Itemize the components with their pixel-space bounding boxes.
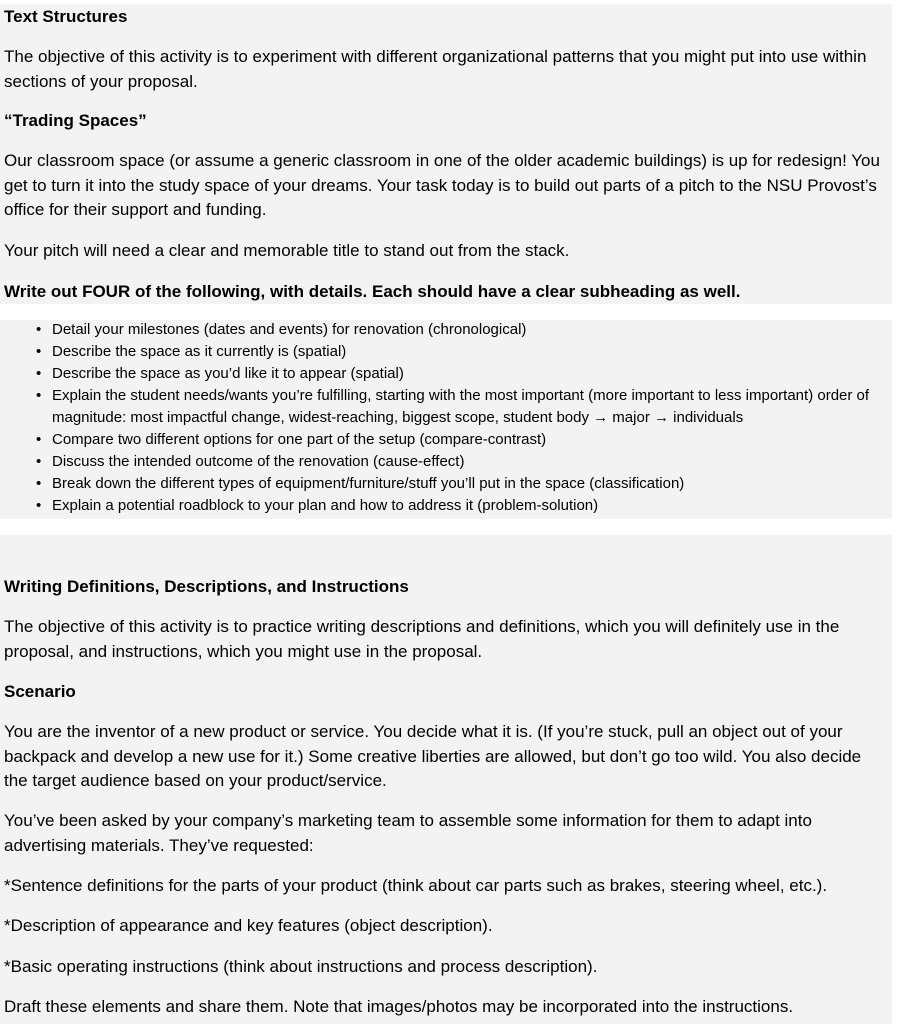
requirement-instructions: *Basic operating instructions (think about instructions and process description). [4, 957, 598, 976]
closing-note: Draft these elements and share them. Note that images/photos may be incorporated into the instructions. [4, 997, 794, 1016]
list-item: • Describe the space as you’d like it to appear (spatial) [52, 363, 887, 385]
list-item: • Discuss the intended outcome of the renovation (cause-effect) [52, 451, 887, 473]
section2-objective: The objective of this activity is to practice writing descriptions and definitions, which you will definitely use in the proposal, and instructions, which you might use in the proposal. [4, 617, 840, 661]
requirement-definitions: *Sentence definitions for the parts of your product (think about car parts such as brakes, steering wheel, etc.). [4, 876, 828, 895]
section2-paragraph-1: You are the inventor of a new product or service. You decide what it is. (If you’re stuck, pull an object out of your backpack and develop a new use for it.) Some creative liberties are allowed, but don’t go too wild. You also decide the target audience based on your product/service. [4, 722, 862, 790]
task-options-list [52, 319, 887, 517]
section1-heading: Text Structures [4, 7, 128, 26]
section2-heading: Writing Definitions, Descriptions, and Instructions [4, 577, 409, 596]
section1-paragraph-1: Our classroom space (or assume a generic classroom in one of the older academic buildings) is up for redesign! You get to turn it into the study space of your dreams. Your task today is to build out parts of a pitch to the NSU Provost’s office for their support and funding. [4, 151, 880, 219]
section1-subheading: “Trading Spaces” [4, 111, 147, 130]
section1-instruction: Write out FOUR of the following, with details. Each should have a clear subheading as well. [4, 282, 741, 301]
list-item: • Break down the different types of equipment/furniture/stuff you’ll put in the space (classification) [52, 473, 887, 495]
section2-paragraph-2: You’ve been asked by your company’s marketing team to assemble some information for them to adapt into advertising materials. They’ve requested: [4, 811, 812, 855]
section2-subheading: Scenario [4, 682, 76, 701]
list-item: • Explain the student needs/wants you’re fulfilling, starting with the most important (more important to less important) order of magnitude: most impactful change, widest-reaching, biggest scope, student body → major → individuals [52, 385, 887, 429]
list-item: • Explain a potential roadblock to your plan and how to address it (problem-solution) [52, 495, 887, 517]
list-item: • Describe the space as it currently is (spatial) [52, 341, 887, 363]
requirement-description: *Description of appearance and key features (object description). [4, 916, 493, 935]
section1-objective: The objective of this activity is to experiment with different organizational patterns that you might put into use within sections of your proposal. [4, 47, 867, 91]
list-item: • Detail your milestones (dates and events) for renovation (chronological) [52, 319, 887, 341]
list-item: • Compare two different options for one part of the setup (compare-contrast) [52, 429, 887, 451]
section1-paragraph-2: Your pitch will need a clear and memorable title to stand out from the stack. [4, 241, 570, 260]
